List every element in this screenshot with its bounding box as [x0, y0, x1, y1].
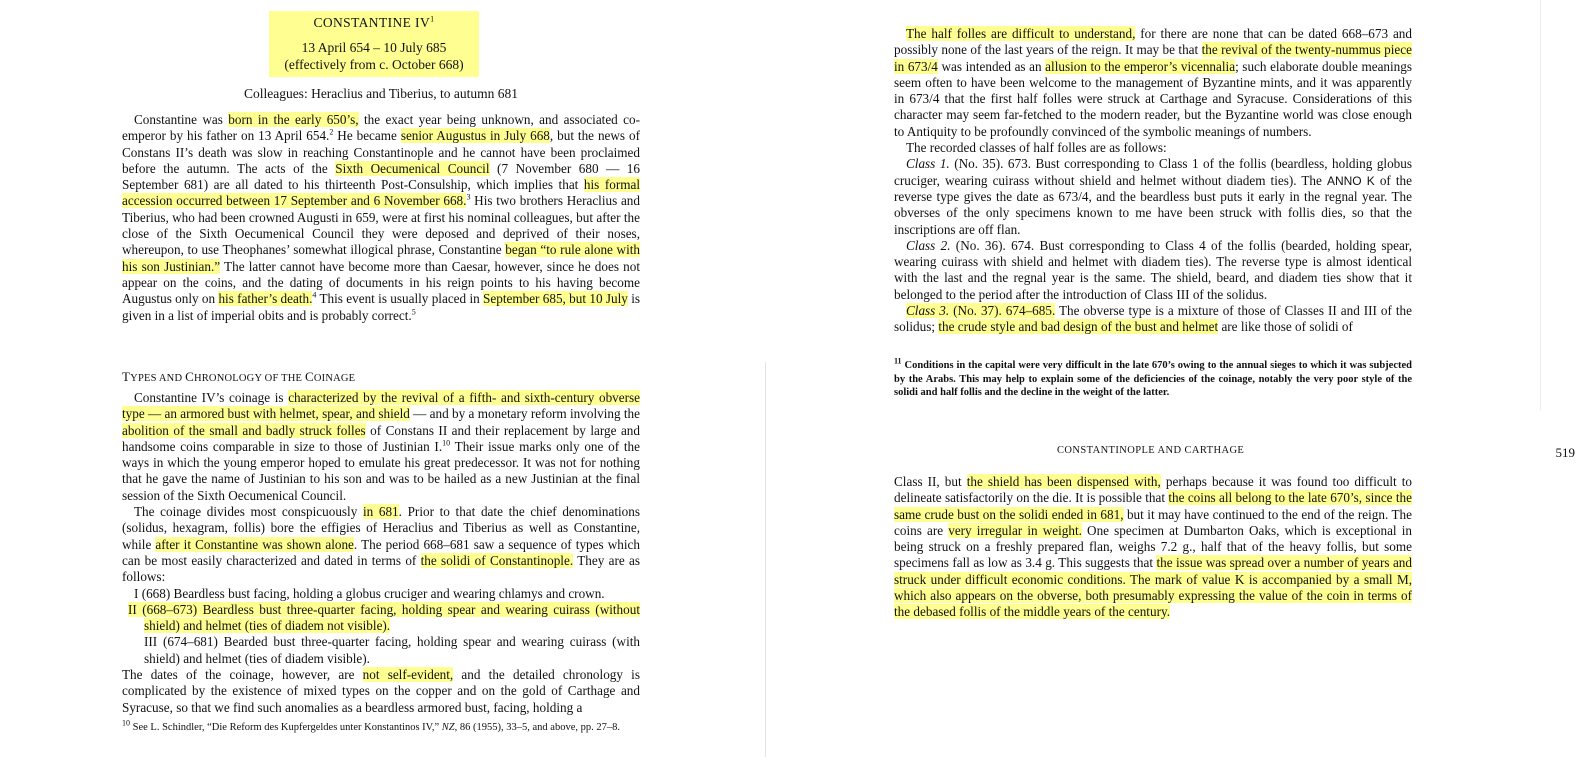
class-2: Class 2. (No. 36). 674. Bust corresponding to Class 4 of the follis (bearded, holding spear, wearing cuirass with shield and helmet with diadem ties). The reverse type is almost identical with the last and the regnal year is the same. The shield, beard, and diadem ties show that it belonged to the period after the introduction of Class III of the solidus.	[894, 237, 1412, 302]
page-number: 519	[1555, 445, 1575, 460]
running-head-title: CONSTANTINOPLE AND CARTHAGE	[1057, 445, 1245, 456]
running-head	[894, 445, 1575, 461]
type-list-item: III (674–681) Bearded bust three-quarter facing, holding spear and wearing cuirass (with shield) and helmet (ties of diadem visible).	[144, 634, 640, 666]
right-paragraph-1: The half folles are difficult to understand, for there are none that can be dated 668–673 and possibly none of the last years of the reign. It may be that the revival of the twenty-nummus piece in 673/4 was intended as an allusion to the emperor’s vicennalia; such elaborate double meanings seem often to have been welcome to the management of Byzantine mints, and it was apparently in 673/4 that the first half folles were struck at Carthage and Syracuse. Considerations of this character may seem far-fetched to the modern reader, but the Byzantine world was close enough to Antiquity to be profoundly convinced of the symbolic meanings of numbers. The recorded classes of half folles are as follows: Class 1. (No. 35). 673. Bust corresponding to Class 1 of the follis (beardless, holding globus cruciger, wearing cuirass without shield and helmet without diadem ties). The ANNO K of the reverse type gives the date as 673/4, and the beardless bust puts it early in the regnal year. The obverses of the only specimens known to me have been struck with follis dies, so that the inscriptions are off flan. Class 2. (No. 36). 674. Bust corresponding to Class 4 of the follis (bearded, holding spear, wearing cuirass with shield and helmet with diadem ties). The reverse type is almost identical with the last and the regnal year is the same. The shield, beard, and diadem ties show that it belonged to the period after the introduction of Class III of the solidus. Class 3. (No. 37). 674–685. The obverse type is a mixture of those of Classes II and III of the solidus; the crude style and bad design of the bust and helmet are like those of solidi of	[894, 26, 1412, 335]
effective-date: (effectively from c. October 668)	[284, 56, 464, 72]
reign-dates: 13 April 654 – 10 July 685	[301, 40, 447, 56]
section-heading: TYPES AND CHRONOLOGY OF THE COINAGE	[122, 369, 356, 384]
colleagues-line: Colleagues: Heraclius and Tiberius, to autumn 681	[243, 86, 519, 101]
right-footnote: $^{11}$ Conditions in the capital were very difficult in the late 670’s owing to the annual sieges to which it was subjected by the Arabs. This may help to explain some of the deficiencies of the coinage, notably the very poor style of the solidi and half follis and the decline in the weight of the latter.	[894, 356, 1412, 398]
class-3: Class 3. (No. 37). 674–685. The obverse type is a mixture of those of Classes II and III of the solidus; the crude style and bad design of the bust and helmet are like those of solidi of	[894, 303, 1412, 335]
left-paragraph-1: Constantine was born in the early 650’s, the exact year being unknown, and associated co-emperor by his father on 13 April 654.$^2$ He became senior Augustus in July 668, but the news of Constans II’s death was slow in reaching Constantinople and he cannot have been proclaimed before the autumn. The acts of the Sixth Oecumenical Council (7 November 680 — 16 September 681) are all dated to his thirteenth Post-Consulship, which implies that his formal accession occurred between 17 September and 6 November 668.$^3$ His two brothers Heraclius and Tiberius, who had been crowned Augusti in 659, were at first his nominal colleagues, but after the close of the Sixth Oecumenical Council they were deposed and deprived of their noses, whereupon, to use Theophanes’ somewhat illogical phrase, Constantine began “to rule alone with his son Justinian.” The latter cannot have become more than Caesar, however, since he does not appear on the coins, and the dating of documents in his reign points to his having become Augustus only on his father’s death.$^4$ This event is usually placed in September 685, but 10 July is given in a list of imperial obits and is probably correct.$^5$	[122, 112, 641, 323]
classes-intro: The recorded classes of half folles are as follows:	[906, 140, 1167, 156]
page-divider	[765, 362, 766, 757]
left-paragraph-2: Constantine IV’s coinage is characterized by the revival of a fifth- and sixth-century obverse type — an armored bust with helmet, spear, and shield — and by a monetary reform involving the abolition of the small and badly struck folles of Constans II and their replacement by large and handsome coins comparable in size to those of Justinian I.$^{10}$ Their issue marks only one of the ways in which the young emperor hoped to emulate his great predecessor. It was not for nothing that he gave the name of Justinian to his son and was to be hailed as a new Justinian at the final session of the Sixth Oecumenical Council. The coinage divides most conspicuously in 681. Prior to that date the chief denominations (solidus, hexagram, follis) bore the effigies of Heraclius and Tiberius as well as Constantine, while after it Constantine was shown alone. The period 668–681 saw a sequence of types which can be most easily characterized and dated in terms of the solidi of Constantinople. They are as follows: I (668) Beardless bust facing, holding a globus cruciger and wearing chlamys and crown. II (668–673) Beardless bust three-quarter facing, holding spear and wearing cuirass (without shield) and helmet (ties of diadem not visible). III (674–681) Bearded bust three-quarter facing, holding spear and wearing cuirass (with shield) and helmet (ties of diadem visible). The dates of the coinage, however, are not self-evident, and the detailed chronology is complicated by the existence of mixed types on the copper and on the gold of Carthage and Syracuse, so that we find such anomalies as a beardless armored bust, facing, holding a	[122, 390, 640, 715]
type-list-item: II (668–673) Beardless bust three-quarter facing, holding spear and wearing cuirass (without shield) and helmet (ties of diadem not visible).	[128, 601, 640, 634]
page-edge	[1540, 0, 1541, 410]
left-footnote: $^{10}$ See L. Schindler, “Die Reform des Kupfergeldes unter Konstantinos IV,” NZ, 86 (1955), 33–5, and above, pp. 27–8.	[122, 718, 620, 733]
chapter-title-block	[269, 11, 479, 77]
type-list-item: I (668) Beardless bust facing, holding a globus cruciger and wearing chlamys and crown.	[134, 585, 605, 601]
right-paragraph-2: Class II, but the shield has been dispensed with, perhaps because it was found too difficult to delineate satisfactorily on the die. It is possible that the coins all belong to the late 670’s, since the same crude bust on the solidi ended in 681, but it may have continued to the end of the reign. The coins are very irregular in weight. One specimen at Dumbarton Oaks, which is exceptional in being struck on a freshly prepared flan, weighs 7.2 g., half that of the heavy follis, but some specimens fall as low as 3.4 g. This suggests that the issue was spread over a number of years and struck under difficult economic conditions. The mark of value K is accompanied by a small M, which also appears on the obverse, both presumably expressing the value of the coin in terms of the debased follis of the middle years of the century.	[894, 474, 1412, 620]
class-1: Class 1. (No. 35). 673. Bust corresponding to Class 1 of the follis (beardless, holding globus cruciger, wearing cuirass without shield and helmet without diadem ties). The ANNO K of the reverse type gives the date as 673/4, and the beardless bust puts it early in the regnal year. The obverses of the only specimens known to me have been struck with follis dies, so that the inscriptions are off flan.	[894, 156, 1412, 237]
chapter-title: CONSTANTINE $IV^1$	[313, 14, 435, 30]
